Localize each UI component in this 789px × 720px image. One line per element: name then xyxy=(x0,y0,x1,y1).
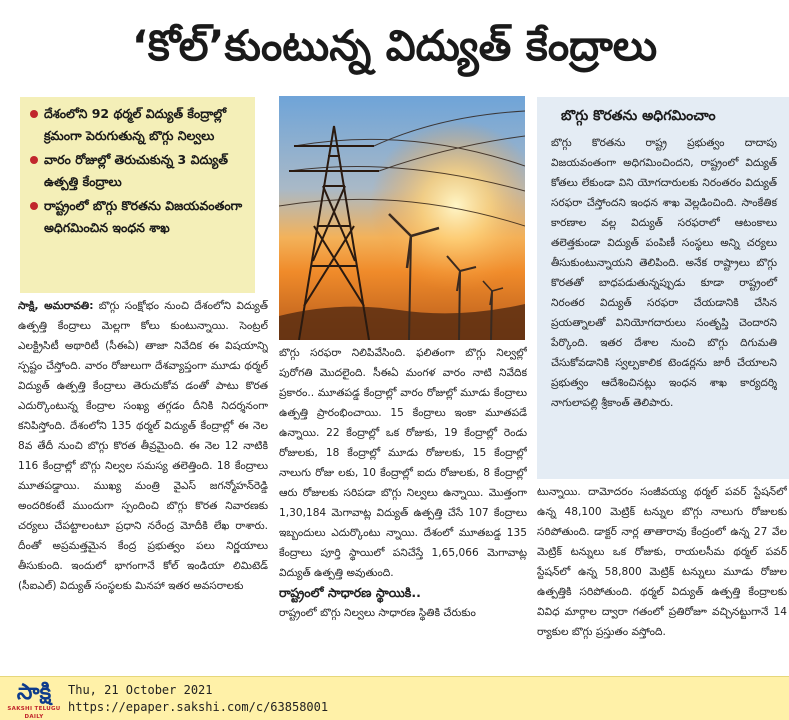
highlight-item xyxy=(30,103,247,147)
dateline: సాక్షి, అమరావతి: xyxy=(18,300,94,312)
highlight-text: రాష్ట్రంలో బొగ్గు కొరతను విజయవంతంగా అధిగమించిన ఇంధన శాఖ xyxy=(44,198,243,235)
headline: ‘కోల్’కుంటున్న విద్యుత్ కేంద్రాలు xyxy=(131,21,658,70)
article-column-3 xyxy=(537,482,787,672)
sidebar-title: బొగ్గు కొరతను అధిగమించాం xyxy=(561,108,716,124)
highlight-item xyxy=(30,195,247,239)
epaper-link[interactable]: https://epaper.sakshi.com/c/63858001 xyxy=(68,700,329,714)
bullet-icon xyxy=(30,202,38,210)
highlights-box xyxy=(20,97,255,293)
column-text: బొగ్గు సరఫరా నిలిపివేసింది. ఫలితంగా బొగ్గు నిల్వల్లో పురోగతి మొదలైంది. సీఈఏ మంగళ వారం నాటి నివేదిక ప్రకారం.. మూతపడ్డ కేంద్రాల్లో వారం రోజుల్లో మూడు కేంద్రాలు ఉత్పత్తి ప్రారంభించాయి. 15 కేంద్రాలు ఇంకా మూతపడే ఉన్నాయి. 22 కేంద్రాల్లో ఒక రోజుకు, 19 కేంద్రాల్లో రెండు రోజులకు, 18 కేంద్రాల్లో మూడు రోజులకు, 15 కేంద్రాల్లో నాలుగు రోజు లకు, 10 కేంద్రాల్లో ఐదు రోజులకు, 8 కేంద్రాల్లో ఆరు రోజులకు సరిపడా బొగ్గు నిల్వలు ఉన్నాయి. మొత్తంగా 1,30,184 మెగావాట్ల విద్యుత్ ఉత్పత్తి చేసే 107 కేంద్రాలు ఇబ్బందులు ఎదుర్కొంటు న్నాయి. దేశంలో మూతబడ్డ 135 కేంద్రాలు పూర్తి స్థాయిలో పనిచేస్తే 1,65,066 మెగావాట్ల విద్యుత్ ఉత్పత్తి అవుతుంది. xyxy=(279,347,527,579)
subheading: రాష్ట్రంలో సాధారణ స్థాయికి.. xyxy=(279,585,421,600)
sidebar-box xyxy=(537,97,789,479)
column-text: రాష్ట్రంలో బొగ్గు నిల్వలు సాధారణ స్థితికి చేరుకుం xyxy=(279,607,476,619)
sakshi-logo xyxy=(6,680,62,720)
footer-bar xyxy=(0,676,789,720)
bullet-icon xyxy=(30,156,38,164)
transmission-tower-illustration xyxy=(279,96,525,340)
highlight-text: వారం రోజుల్లో తెరుచుకున్న 3 విద్యుత్ ఉత్పత్తి కేంద్రాలు xyxy=(44,152,228,189)
bullet-icon xyxy=(30,110,38,118)
edition-date: Thu, 21 October 2021 xyxy=(68,683,213,697)
highlight-text: దేశంలోని 92 థర్మల్ విద్యుత్ కేంద్రాల్లో క్రమంగా పెరుగుతున్న బొగ్గు నిల్వలు xyxy=(44,106,227,143)
column-text: బొగ్గు సంక్షోభం నుంచి దేశంలోని విద్యుత్ ఉత్పత్తి కేంద్రాలు మెల్లగా కోలు కుంటున్నాయి. సెంట్రల్ ఎలక్ట్రిసిటీ అథారిటీ (సీఈఏ) తాజా నివేదిక ఈ విషయాన్ని స్పష్టం చేస్తోంది. వారం రోజులుగా దేశవ్యాప్తంగా మూడు థర్మల్ విద్యుత్ ఉత్పత్తి కేంద్రాలు తెరుచుకోవ డంతో పాటు కొరత ఎదుర్కొంటున్న కేంద్రాల సంఖ్య తగ్గడం దీనికి నిదర్శనంగా కనిపిస్తోంది. దేశంలోని 135 థర్మల్ విద్యుత్ కేంద్రాల్లో ఈ నెల 8వ తేదీ నుంచి బొగ్గు కొరత తీవ్రమైంది. ఈ నెల 12 నాటికి 116 కేంద్రాల్లో బొగ్గు నిల్వల సమస్య తలెత్తింది. 18 కేంద్రాలు మూతపడ్డాయి. ముఖ్య మంత్రి వైఎస్ జగన్మోహన్‌రెడ్డి అందరికంటే ముందుగా స్పందించి బొగ్గు కొరత నివారణకు చర్యలు చేపట్టాలంటూ ప్రధాని నరేంద్ర మోదీకి లేఖ రాశారు. దీంతో అప్రమత్తమైన కేంద్ర ప్రభుత్వం పలు నిర్ణయాలు తీసుకుంది. ఇందులో భాగంగానే కోల్ ఇండియా లిమిటెడ్ (సీఐఎల్) విద్యుత్ సంస్థలకు మినహా ఇతర అవసరాలకు xyxy=(18,300,268,592)
sidebar-body: బొగ్గు కొరతను రాష్ట్ర ప్రభుత్వం దాదాపు విజయవంతంగా అధిగమించిందని, రాష్ట్రంలో విద్యుత్ కోతలు లేకుండా విని యోగదారులకు నిరంతరం విద్యుత్ సరఫరా చేస్తోందని ఇంధన శాఖ వెల్లడించింది. సాంకేతిక కారణాల వల్ల విద్యుత్ సరఫరాలో ఆటంకాలు తలెత్తకుండా విద్యుత్ పంపిణీ సంస్థలు అన్ని చర్యలు తీసుకుంటున్నాయని తెలిపింది. అనేక రాష్ట్రాలు బొగ్గు కొరతతో బాధపడుతున్నప్పుడు కూడా రాష్ట్రంలో నిరంతర విద్యుత్ సరఫరా చేయడానికి చేసిన ప్రయత్నాలతో వినియోగదారులు సంతృప్తి చెందారని పేర్కొంది. ఇతర దేశాల నుంచి బొగ్గు దిగుమతి చేసుకోవడానికి స్వల్పకాలిక టెండర్లను జారీ చేయాలని ప్రభుత్వం ఆదేశించినట్లు ఇంధన శాఖ కార్యదర్శి నాగులాపల్లి శ్రీకాంత్ తెలిపారు. xyxy=(551,137,777,409)
column-text: టున్నాయి. దామోదరం సంజీవయ్య థర్మల్ పవర్ స్టేషన్‌లో ఉన్న 48,100 మెట్రిక్ టన్నుల బొగ్గు నాలుగు రోజులకు సరిపోతుంది. డాక్టర్ నార్ల తాతారావు కేంద్రంలో ఉన్న 27 వేల మెట్రిక్ టన్నులు ఒక రోజుకు, రాయలసీమ థర్మల్ పవర్ స్టేషన్‌లో ఉన్న 58,800 మెట్రిక్ టన్నులు మూడు రోజుల ఉత్పత్తికి సరిపోతుంది. థర్మల్ విద్యుత్ ఉత్పత్తి కేంద్రాలకు వివిధ మార్గాల ద్వారా గతంలో ప్రతిరోజూ వచ్చినట్టుగానే 14 ర్యాకుల బొగ్గు ప్రస్తుతం వస్తోంది. xyxy=(537,486,787,638)
article-column-1 xyxy=(18,296,268,672)
logo-mark: సాక్షి xyxy=(16,680,52,705)
highlights-list xyxy=(30,103,247,239)
logo-subtitle: SAKSHI TELUGU DAILY xyxy=(7,706,61,720)
article-column-2 xyxy=(279,343,527,672)
highlight-item xyxy=(30,149,247,193)
power-lines-photo xyxy=(279,96,525,340)
